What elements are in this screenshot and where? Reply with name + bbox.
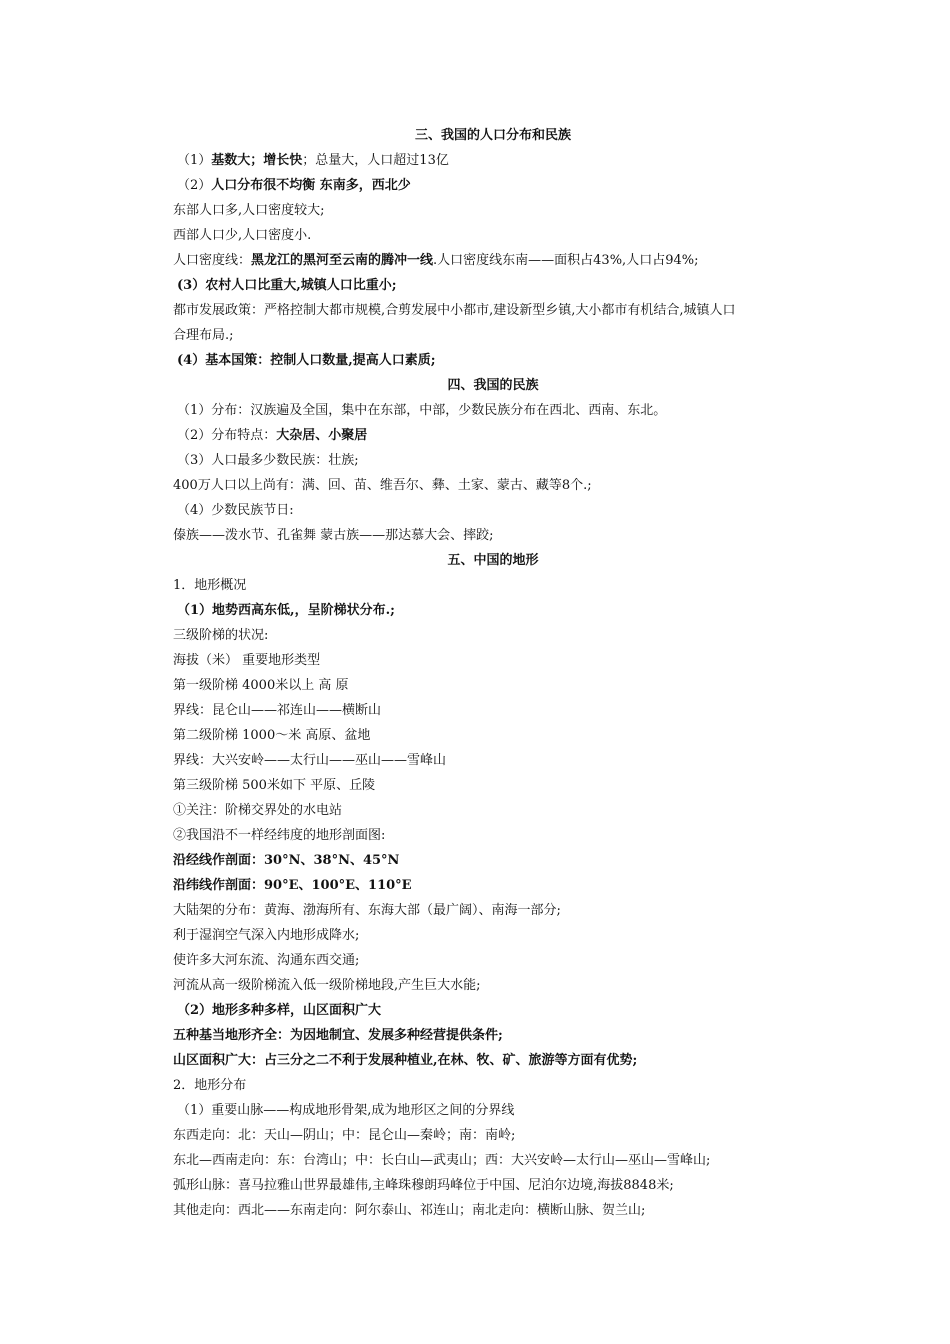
text-line (173, 473, 813, 498)
text-span: 海拔（米） 重要地形类型 (173, 653, 321, 668)
text-span: 傣族——泼水节、孔雀舞 蒙古族——那达慕大会、摔跤; (173, 528, 494, 543)
bold-text: 大杂居、小聚居 (276, 428, 368, 443)
text-line (173, 348, 813, 373)
text-line (173, 673, 813, 698)
text-line (173, 873, 813, 898)
text-line (173, 1173, 813, 1198)
text-line (173, 998, 813, 1023)
text-span: （4）少数民族节日: (177, 503, 294, 518)
text-span: 东北—西南走向：东：台湾山；中：长白山—武夷山；西：大兴安岭—太行山—巫山—雪峰山; (173, 1153, 711, 1168)
text-span: 都市发展政策：严格控制大都市规模,合剪发展中小都市,建设新型乡镇,大小都市有机结合,城镇人口 (173, 303, 736, 318)
text-span: 2．地形分布 (173, 1078, 247, 1093)
text-line (173, 223, 813, 248)
text-span: .人口密度线东南——面积占43%,人口占94%; (433, 253, 699, 268)
text-span: 河流从高一级阶梯流入低一级阶梯地段,产生巨大水能; (173, 978, 481, 993)
text-span: 1．地形概况 (173, 578, 247, 593)
bold-text: 三、我国的人口分布和民族 (414, 128, 571, 143)
text-line (173, 298, 813, 323)
text-span: 东部人口多,人口密度较大; (173, 203, 325, 218)
text-span: 东西走向：北：天山—阴山；中：昆仑山—秦岭；南：南岭; (173, 1128, 516, 1143)
section-heading (173, 123, 813, 148)
text-line (173, 523, 813, 548)
text-line (173, 498, 813, 523)
text-span: ②我国沿不一样经纬度的地形剖面图: (173, 828, 386, 843)
text-line (173, 1098, 813, 1123)
text-span: （1）重要山脉——构成地形骨架,成为地形区之间的分界线 (177, 1103, 515, 1118)
text-line (173, 698, 813, 723)
text-line (173, 598, 813, 623)
bold-text: (3）农村人口比重大,城镇人口比重小; (177, 278, 397, 293)
text-span: ①关注：阶梯交界处的水电站 (173, 803, 343, 818)
text-span: 其他走向：西北——东南走向：阿尔泰山、祁连山；南北走向：横断山脉、贺兰山; (173, 1203, 646, 1218)
text-line (173, 573, 813, 598)
text-line (173, 1148, 813, 1173)
text-line (173, 773, 813, 798)
text-span: 使许多大河东流、沟通东西交通; (173, 953, 360, 968)
text-span: （3）人口最多少数民族：壮族; (177, 453, 359, 468)
text-line (173, 923, 813, 948)
text-line (173, 1123, 813, 1148)
text-line (173, 448, 813, 473)
text-span: ；总量大，人口超过13亿 (302, 153, 449, 168)
text-line (173, 248, 813, 273)
text-line (173, 148, 813, 173)
bold-text: 基数大；增长快 (211, 153, 303, 168)
text-span: 利于湿润空气深入内地形成降水; (173, 928, 360, 943)
text-line (173, 823, 813, 848)
bold-text: 黑龙江的黑河至云南的腾冲一线 (251, 253, 434, 268)
text-line (173, 748, 813, 773)
text-span: 三级阶梯的状况: (173, 628, 269, 643)
text-span: 西部人口少,人口密度小. (173, 228, 312, 243)
text-line (173, 648, 813, 673)
text-span: 第二级阶梯 1000～米 高原、盆地 (173, 728, 371, 743)
text-line (173, 398, 813, 423)
text-span: 大陆架的分布：黄海、渤海所有、东海大部（最广阔）、南海一部分; (173, 903, 561, 918)
text-span: 第三级阶梯 500米如下 平原、丘陵 (173, 778, 376, 793)
text-line (173, 798, 813, 823)
text-line (173, 623, 813, 648)
text-line (173, 1048, 813, 1073)
text-line (173, 423, 813, 448)
text-line (173, 1073, 813, 1098)
bold-text: （1）地势西高东低,，呈阶梯状分布.; (177, 603, 395, 618)
text-span: 人口密度线： (173, 253, 252, 268)
bold-text: (4）基本国策：控制人口数量,提高人口素质; (177, 353, 436, 368)
text-span: 400万人口以上尚有：满、回、苗、维吾尔、彝、土家、蒙古、藏等8个.; (173, 478, 592, 493)
text-line (173, 273, 813, 298)
bold-text: 沿经线作剖面：30°N、38°N、45°N (173, 853, 400, 868)
text-line (173, 948, 813, 973)
text-line (173, 723, 813, 748)
bold-text: 四、我国的民族 (447, 378, 539, 393)
text-span: 弧形山脉：喜马拉雅山世界最雄伟,主峰珠穆朗玛峰位于中国、尼泊尔边境,海拔8848米; (173, 1178, 674, 1193)
text-line (173, 198, 813, 223)
text-line (173, 848, 813, 873)
text-line (173, 1023, 813, 1048)
text-span: （1） (177, 153, 212, 168)
text-span: （1）分布：汉族遍及全国，集中在东部，中部，少数民族分布在西北、西南、东北。 (177, 403, 667, 418)
bold-text: 山区面积广大：占三分之二不利于发展种植业,在林、牧、矿、旅游等方面有优势; (173, 1053, 638, 1068)
section-heading (173, 373, 813, 398)
text-line (173, 173, 813, 198)
text-line (173, 973, 813, 998)
text-span: 界线：昆仑山——祁连山——横断山 (173, 703, 382, 718)
bold-text: 五、中国的地形 (447, 553, 539, 568)
text-line (173, 898, 813, 923)
text-span: （2） (177, 178, 212, 193)
text-span: 第一级阶梯 4000米以上 高 原 (173, 678, 349, 693)
text-line (173, 1198, 813, 1223)
text-span: 合理布局.; (173, 328, 234, 343)
section-heading (173, 548, 813, 573)
text-span: （2）分布特点： (177, 428, 277, 443)
bold-text: （2）地形多种多样，山区面积广大 (177, 1003, 382, 1018)
bold-text: 人口分布很不均衡 东南多，西北少 (211, 178, 411, 193)
text-span: 界线：大兴安岭——太行山——巫山——雪峰山 (173, 753, 447, 768)
bold-text: 五种基当地形齐全：为因地制宜、发展多种经营提供条件; (173, 1028, 503, 1043)
bold-text: 沿纬线作剖面：90°E、100°E、110°E (173, 878, 412, 893)
text-line (173, 323, 813, 348)
document-body (173, 123, 813, 1223)
